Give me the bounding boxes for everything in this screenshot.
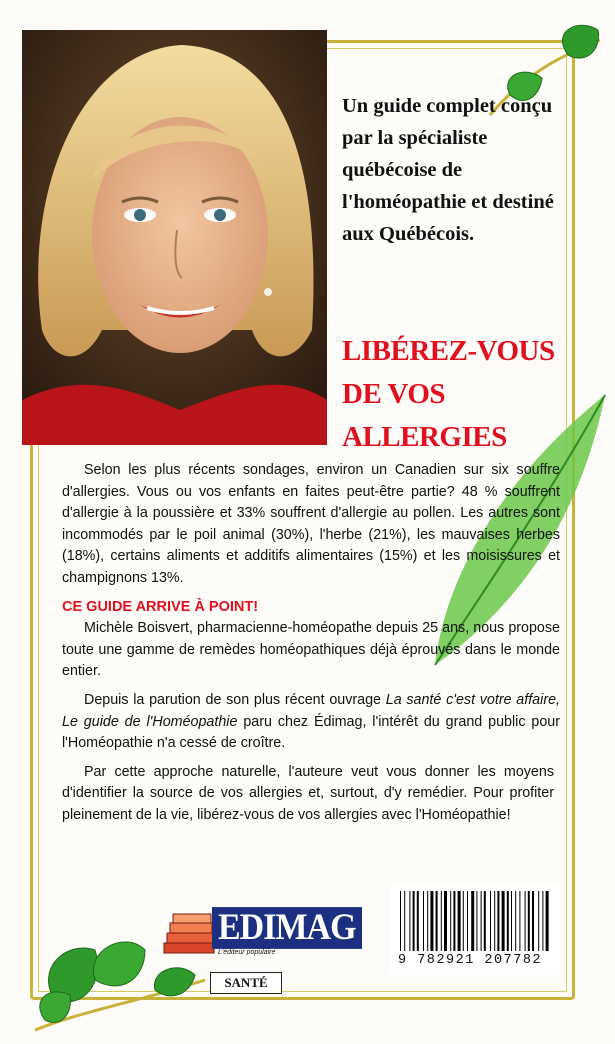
subheading: CE GUIDE ARRIVE À POINT!: [62, 598, 259, 615]
barcode-bar: [476, 891, 477, 951]
barcode-bar: [400, 891, 401, 951]
barcode-bar: [528, 891, 530, 951]
barcode-bar: [497, 891, 499, 951]
p3-prefix: Depuis la parution de son plus récent ouvrage: [84, 691, 386, 708]
paragraph-approach: Par cette approche naturelle, l'auteure veut vous donner les moyens d'identifier la source de vos allergies et, surtout, d'y remédier. Pour profiter pleinement de la vie, libérez-vous de vos allergies avec l'Homéopathie!: [62, 763, 554, 823]
barcode-bar: [519, 891, 520, 951]
barcode-bar: [538, 891, 539, 951]
barcode-bar: [463, 891, 464, 951]
barcode-bar: [430, 891, 433, 951]
barcode-bar: [502, 891, 505, 951]
p3-suffix: paru chez Édimag, l'intérêt du grand public pour l'Homéopathie n'a cessé de croître.: [62, 713, 560, 752]
headline: [342, 330, 572, 459]
barcode-bar: [471, 891, 474, 951]
headline-line-3: ALLERGIES: [342, 421, 507, 453]
paragraph-previous-book: [62, 690, 560, 755]
paragraph-statistics: Selon les plus récents sondages, environ un Canadien sur six souffre d'allergies. Vous ou vos enfants en faites peut-être partie? 48 % souffrent d'allergie à la poussière et 33% souffrent d'allergie au pollen. Les autres sont incommodés par le poil animal (30%), l'herbe (21%), les mauvaises herbes (18%), certains aliments et additifs alimentaires (15%) et les moisissures et champignons 13%.: [62, 462, 560, 586]
barcode-bar: [427, 891, 428, 951]
barcode-bar: [450, 891, 451, 951]
barcode-bar: [467, 891, 468, 951]
paragraph-author: Michèle Boisvert, pharmacienne-homéopathe depuis 25 ans, nous propose toute une gamme de remèdes homéopathiques déjà éprouvés dans le monde entier.: [62, 620, 560, 680]
tagline: Un guide complet conçu par la spécialiste québécoise de l'homéopathie et destiné aux Québécois.: [342, 95, 554, 245]
barcode-bar: [453, 891, 455, 951]
barcode-number: 9 782921 207782: [398, 953, 543, 968]
barcode-bar: [484, 891, 486, 951]
barcode-bar: [404, 891, 405, 951]
barcode: [390, 885, 560, 975]
publisher-slogan: L'éditeur populaire: [218, 949, 276, 956]
barcode-bar: [532, 891, 534, 951]
barcode-bar: [511, 891, 512, 951]
author-photo: [22, 30, 327, 445]
barcode-bar: [525, 891, 526, 951]
barcode-bar: [490, 891, 491, 951]
publisher-logo: [160, 905, 356, 960]
books-icon: [160, 913, 218, 957]
barcode-bar: [409, 891, 410, 951]
barcode-bar: [481, 891, 482, 951]
barcode-bar: [542, 891, 543, 951]
barcode-bar: [546, 891, 549, 951]
barcode-bar: [423, 891, 424, 951]
barcode-bar: [444, 891, 447, 951]
barcode-bar: [436, 891, 438, 951]
barcode-bar: [507, 891, 509, 951]
back-cover-text: [62, 460, 560, 834]
barcode-bars-icon: [398, 891, 552, 951]
headline-line-2: DE VOS: [342, 378, 446, 410]
barcode-bar: [494, 891, 495, 951]
barcode-bar: [458, 891, 461, 951]
barcode-bar: [515, 891, 516, 951]
barcode-bar: [441, 891, 442, 951]
headline-line-1: LIBÉREZ-VOUS: [342, 335, 555, 367]
barcode-bar: [413, 891, 415, 951]
collection-label: SANTÉ: [210, 972, 282, 994]
previous-book-title: La santé c'est votre affaire, Le guide de l'Homéopathie: [62, 691, 560, 730]
barcode-bar: [417, 891, 419, 951]
publisher-name: EDIMAG: [212, 907, 362, 949]
